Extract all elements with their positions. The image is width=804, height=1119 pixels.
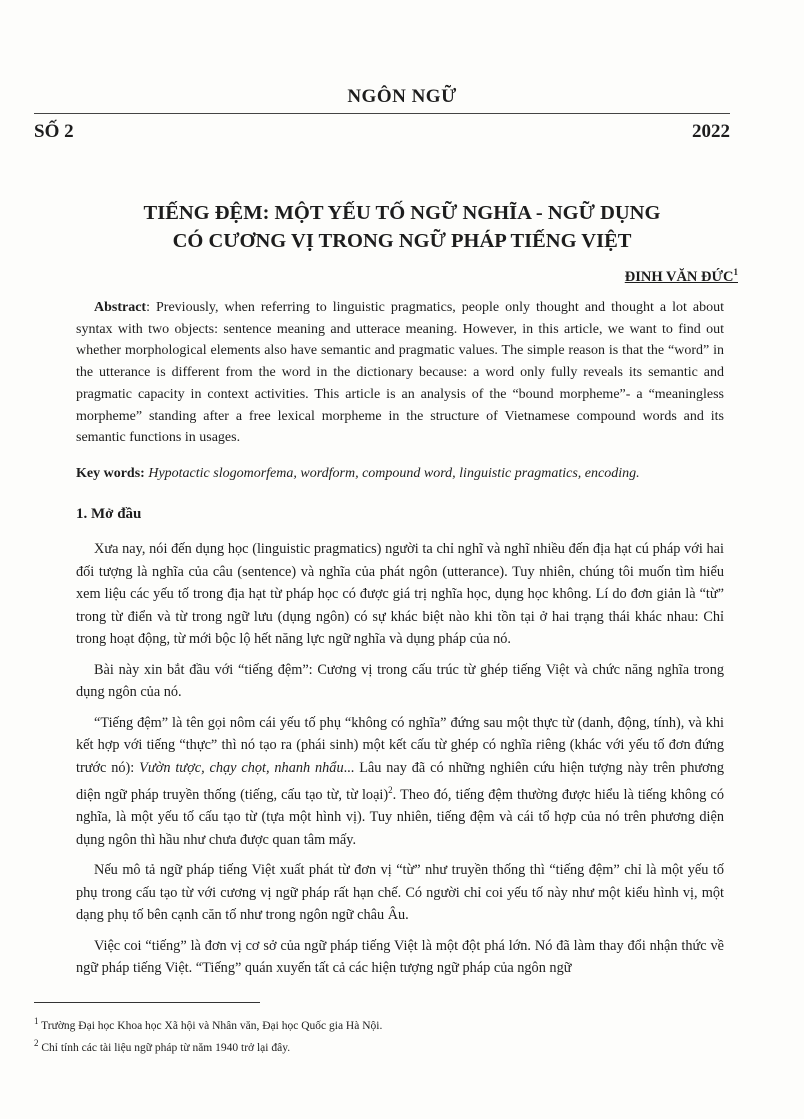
footnote-text: Trường Đại học Khoa học Xã hội và Nhân văn, Đại học Quốc gia Hà Nội. [38, 1019, 383, 1032]
keywords-text: Hypotactic slogomorfema, wordform, compound word, linguistic pragmatics, encoding. [148, 466, 640, 481]
author-text: ĐINH VĂN ĐỨC [624, 268, 734, 285]
paragraph-text: Nếu mô tả ngữ pháp tiếng Việt xuất phát từ đơn vị “từ” như truyền thống thì “tiếng đệm” chỉ là một yếu tố phụ trong cấu tạo từ với cương vị ngữ pháp rất hạn chế. Có người chỉ coi yếu tố này như một kiểu hình vị, một dạng phụ tố bên cạnh căn tố như trong ngôn ngữ châu Âu. [76, 862, 724, 924]
paragraph-text: Bài này xin bắt đầu với “tiếng đệm”: Cương vị trong cấu trúc từ ghép tiếng Việt và chức năng nghĩa trong dụng ngôn của nó. [76, 661, 724, 700]
keywords-label: Key words: [76, 466, 145, 481]
footnote-2 [34, 1035, 734, 1057]
abstract [76, 297, 724, 449]
author-name [625, 267, 738, 286]
footnote-number: 2 [34, 1037, 39, 1048]
issue-number: SỐ 2 [34, 121, 74, 142]
paragraph [76, 659, 724, 704]
body-text [76, 538, 724, 988]
paragraph-examples: Vườn tược, chạy chọt, nhanh nhẩu [139, 759, 344, 776]
paragraph-text: “Tiếng đệm” là tên gọi nôm cái yếu tố phụ “không có nghĩa” đứng sau một thực từ (danh, động, tính), và khi kết hợp với tiếng “thực” thì nó tạo ra (phái sinh) một kết cấu từ ghép có nghĩa riêng (khác với yếu tố đơn đứng trước nó): [76, 714, 724, 776]
article-title [34, 199, 770, 255]
paragraph [76, 712, 724, 852]
footnote-1 [34, 1013, 734, 1035]
paragraph [76, 859, 724, 927]
paragraph [76, 935, 724, 980]
footnote-text: Chỉ tính các tài liệu ngữ pháp từ năm 1940 trở lại đây. [38, 1041, 291, 1054]
issue-row [34, 121, 730, 143]
header-rule [34, 113, 730, 114]
author-footnote-ref: 1 [733, 267, 738, 277]
paragraph-text: . Theo đó, tiếng đệm thường được hiểu là tiếng không có nghĩa, là một yếu tố cấu tạo từ (tựa một hình vị). Tuy nhiên, tiếng đệm và cái tổ hợp của nó trên phương diện dụng ngôn thì hầu như chưa được quan tâm mấy. [76, 786, 724, 848]
section-heading: 1. Mở đầu [76, 506, 142, 522]
footnote-rule [34, 1002, 260, 1003]
title-line-1: TIẾNG ĐỆM: MỘT YẾU TỐ NGỮ NGHĨA - NGỮ DỤNG [143, 202, 661, 224]
paragraph-text: ... Lâu nay đã có những nghiên cứu hiện tượng này trên phương diện ngữ pháp truyền thống (tiếng, cấu tạo từ, từ loại) [76, 759, 724, 803]
issue-year: 2022 [692, 121, 730, 142]
footnotes [34, 1013, 734, 1057]
paragraph-text: Xưa nay, nói đến dụng học (linguistic pragmatics) người ta chỉ nghĩ và nghĩ nhiều đến địa hạt cú pháp với hai đối tượng là nghĩa của câu (sentence) và nghĩa của phát ngôn (utterance). Tuy nhiên, chúng tôi muốn tìm hiểu xem liệu các yếu tố trong địa hạt từ pháp học có được giá trị nghĩa học, dụng học không. Lí do đơn giản là “từ” trong từ điển và từ trong ngữ lưu (dụng ngôn) có sự khác biệt nào khi tồn tại ở hai trạng thái khác nhau: Chỉ trong hoạt động, từ mới bộc lộ hết năng lực ngữ nghĩa và dụng pháp của nó. [76, 541, 724, 647]
abstract-text: : Previously, when referring to linguistic pragmatics, people only thought and thought a lot about syntax with two objects: sentence meaning and utterace meaning. However, in this article, we want to find out whether morphological elements also have semantic and pragmatic values. The simple reason is that the “word” in the utterance is different from the word in the dictionary because: a word only fully reveals its semantic and pragmatic capacity in context activities. This article is an analysis of the “bound morpheme”- a “meaningless morpheme” standing after a free lexical morpheme in the structure of Vietnamese compound words and its semantic functions in usages. [76, 300, 724, 446]
keywords [76, 466, 724, 482]
journal-name: NGÔN NGỮ [347, 86, 457, 107]
paragraph [76, 538, 724, 651]
footnote-number: 1 [34, 1016, 39, 1026]
abstract-label: Abstract [94, 300, 147, 315]
footnote-ref: 2 [388, 785, 393, 795]
title-line-2: CÓ CƯƠNG VỊ TRONG NGỮ PHÁP TIẾNG VIỆT [172, 230, 632, 252]
paragraph-text: Việc coi “tiếng” là đơn vị cơ sở của ngữ pháp tiếng Việt là một đột phá lớn. Nó đã làm thay đổi nhận thức về ngữ pháp tiếng Việt. “Tiếng” quán xuyến tất cả các hiện tượng ngữ pháp của ngôn ngữ [76, 937, 724, 977]
